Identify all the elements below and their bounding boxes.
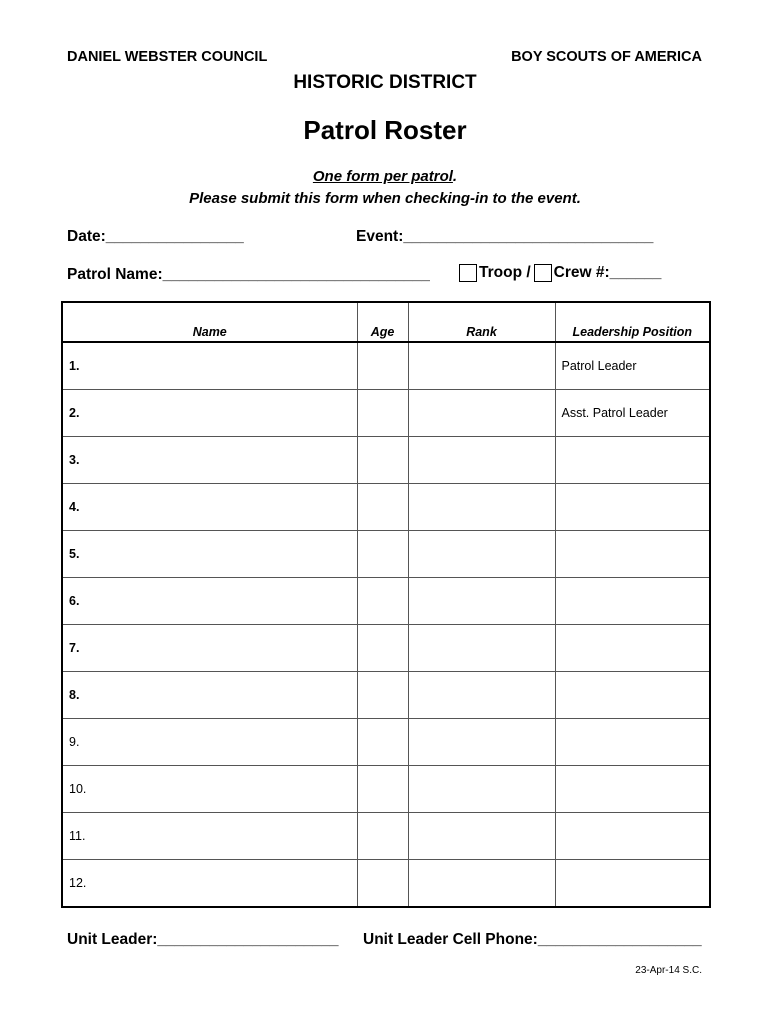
column-header-position: Leadership Position (555, 302, 710, 342)
age-cell[interactable] (357, 672, 408, 719)
rank-cell[interactable] (408, 342, 555, 390)
name-cell[interactable]: 2. (62, 390, 357, 437)
position-cell[interactable]: Patrol Leader (555, 342, 710, 390)
unit-leader-phone-field[interactable]: Unit Leader Cell Phone:___________________ (363, 931, 702, 948)
unit-type-field (459, 264, 661, 282)
name-cell[interactable]: 5. (62, 531, 357, 578)
position-cell[interactable] (555, 766, 710, 813)
rank-cell[interactable] (408, 766, 555, 813)
table-row (62, 437, 710, 484)
revision-note: 23-Apr-14 S.C. (635, 965, 702, 976)
column-header-age: Age (357, 302, 408, 342)
crew-number-field[interactable]: Crew #:______ (553, 264, 662, 281)
table-row (62, 625, 710, 672)
age-cell[interactable] (357, 766, 408, 813)
age-cell[interactable] (357, 719, 408, 766)
council-name: DANIEL WEBSTER COUNCIL (67, 49, 268, 65)
age-cell[interactable] (357, 437, 408, 484)
event-field[interactable]: Event:_____________________________ (356, 228, 654, 245)
page-title: Patrol Roster (303, 115, 467, 145)
name-cell[interactable]: 12. (62, 860, 357, 908)
position-cell[interactable] (555, 625, 710, 672)
table-row (62, 766, 710, 813)
name-cell[interactable]: 3. (62, 437, 357, 484)
roster-table (61, 301, 711, 908)
position-cell[interactable] (555, 813, 710, 860)
position-cell[interactable] (555, 437, 710, 484)
name-cell[interactable]: 4. (62, 484, 357, 531)
age-cell[interactable] (357, 484, 408, 531)
patrol-name-field[interactable]: Patrol Name:_______________________________ (67, 266, 430, 283)
table-row (62, 531, 710, 578)
age-cell[interactable] (357, 860, 408, 908)
organization-name: BOY SCOUTS OF AMERICA (511, 49, 702, 65)
date-field[interactable]: Date:________________ (67, 228, 244, 245)
rank-cell[interactable] (408, 578, 555, 625)
instruction-period: . (452, 168, 458, 185)
age-cell[interactable] (357, 813, 408, 860)
name-cell[interactable]: 9. (62, 719, 357, 766)
age-cell[interactable] (357, 531, 408, 578)
instruction-line-1 (0, 168, 770, 185)
instruction-underlined: One form per patrol (312, 168, 453, 185)
age-cell[interactable] (357, 342, 408, 390)
name-cell[interactable]: 7. (62, 625, 357, 672)
position-cell[interactable] (555, 578, 710, 625)
table-header-row (62, 302, 710, 342)
name-cell[interactable]: 8. (62, 672, 357, 719)
age-cell[interactable] (357, 390, 408, 437)
rank-cell[interactable] (408, 437, 555, 484)
age-cell[interactable] (357, 625, 408, 672)
rank-cell[interactable] (408, 390, 555, 437)
table-row (62, 342, 710, 390)
rank-cell[interactable] (408, 719, 555, 766)
name-cell[interactable]: 10. (62, 766, 357, 813)
age-cell[interactable] (357, 578, 408, 625)
column-header-name: Name (62, 302, 357, 342)
troop-label: Troop / (479, 264, 531, 281)
unit-leader-field[interactable]: Unit Leader:_____________________ (67, 931, 339, 948)
instruction-line-2: Please submit this form when checking-in to the event. (189, 190, 581, 207)
rank-cell[interactable] (408, 813, 555, 860)
rank-cell[interactable] (408, 860, 555, 908)
rank-cell[interactable] (408, 625, 555, 672)
table-row (62, 390, 710, 437)
rank-cell[interactable] (408, 672, 555, 719)
table-row (62, 719, 710, 766)
table-row (62, 484, 710, 531)
table-row (62, 860, 710, 908)
position-cell[interactable]: Asst. Patrol Leader (555, 390, 710, 437)
position-cell[interactable] (555, 719, 710, 766)
rank-cell[interactable] (408, 484, 555, 531)
position-cell[interactable] (555, 531, 710, 578)
position-cell[interactable] (555, 484, 710, 531)
name-cell[interactable]: 1. (62, 342, 357, 390)
crew-checkbox[interactable] (534, 264, 552, 282)
position-cell[interactable] (555, 672, 710, 719)
table-row (62, 578, 710, 625)
name-cell[interactable]: 6. (62, 578, 357, 625)
troop-checkbox[interactable] (459, 264, 477, 282)
district-name: HISTORIC DISTRICT (293, 72, 477, 93)
position-cell[interactable] (555, 860, 710, 908)
column-header-rank: Rank (408, 302, 555, 342)
name-cell[interactable]: 11. (62, 813, 357, 860)
table-row (62, 813, 710, 860)
rank-cell[interactable] (408, 531, 555, 578)
table-row (62, 672, 710, 719)
